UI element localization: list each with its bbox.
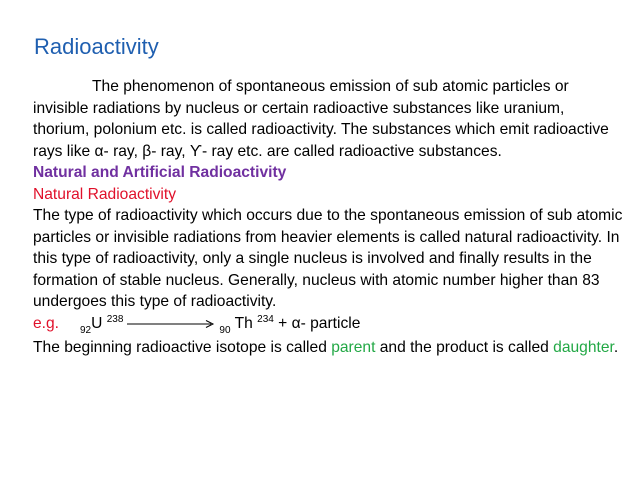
- reaction-arrow-icon: [127, 319, 215, 329]
- reactant-atomic-number: 92: [80, 324, 92, 336]
- product-tail: + α- particle: [273, 314, 361, 332]
- product-symbol: Th: [230, 314, 253, 332]
- closing-part-3: .: [613, 338, 619, 356]
- natural-radioactivity-heading: Natural Radioactivity: [33, 185, 177, 203]
- example-equation-line: [33, 313, 623, 337]
- parent-term: parent: [331, 338, 376, 356]
- example-label: e.g.: [33, 314, 60, 332]
- natural-radioactivity-paragraph: The type of radioactivity which occurs due to the spontaneous emission of sub atomic particles or invisible radiations from heavier elements is called natural radioactivity. In this type of radioactivity, only a single nucleus is involved and finally results in the formation of stable nucleus. Generally, nucleus with atomic number higher than 83 undergoes this type of radioactivity.: [33, 207, 623, 310]
- product-mass-number: 234: [257, 313, 274, 325]
- closing-part-2: and the product is called: [375, 338, 554, 356]
- closing-part-1: The beginning radioactive isotope is called: [33, 338, 332, 356]
- intro-paragraph: The phenomenon of spontaneous emission of sub atomic particles or invisible radiations by nucleus or certain radioactive substances like uranium, thorium, polonium etc. is called radioactivity. The substances which emit radioactive rays like α- ray, β- ray, ϒ- ray etc. are called radioactive substances.: [33, 78, 609, 160]
- daughter-term: daughter: [553, 338, 614, 356]
- reactant-symbol: U: [91, 314, 103, 332]
- decay-equation: [80, 313, 360, 337]
- slide-title: Radioactivity: [34, 34, 159, 59]
- reactant-mass-number: 238: [106, 313, 124, 325]
- closing-paragraph: [33, 337, 623, 359]
- section-heading: Natural and Artificial Radioactivity: [33, 164, 287, 181]
- slide-content: [33, 76, 623, 358]
- product-atomic-number: 90: [219, 324, 231, 336]
